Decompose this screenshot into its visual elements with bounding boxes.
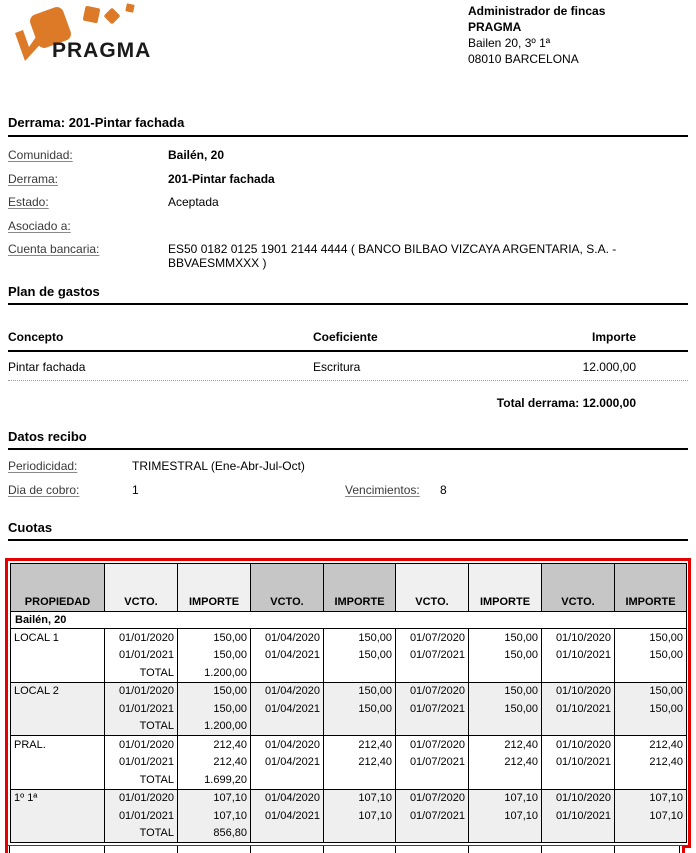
importe-cell: 212,40 — [469, 736, 542, 754]
cuotas-block — [11, 789, 687, 843]
vcto-cell — [396, 664, 469, 682]
vcto-cell: 01/07/2020 — [396, 629, 469, 647]
cuota-row — [11, 682, 687, 700]
pragma-logo — [10, 2, 172, 66]
importe-cell — [469, 718, 542, 736]
vcto-cell: 01/01/2021 — [105, 807, 178, 825]
vcto-cell: 01/01/2020 — [105, 629, 178, 647]
vcto-cell: 01/07/2021 — [396, 647, 469, 665]
importe-cell — [615, 718, 687, 736]
field-row-cuenta-bancaria — [8, 242, 688, 270]
dia-de-cobro-value: 1 — [132, 482, 139, 497]
estado-value: Aceptada — [168, 195, 219, 209]
cuotas-block — [11, 682, 687, 736]
vcto-cell: 01/10/2020 — [542, 629, 615, 647]
cuota-row — [11, 647, 687, 665]
estado-label: Estado: — [8, 195, 49, 209]
col-header-vcto-2: VCTO. — [251, 564, 324, 612]
vcto-cell: 01/04/2021 — [251, 647, 324, 665]
derrama-value: 201-Pintar fachada — [168, 171, 275, 186]
importe-cell: 107,10 — [178, 789, 251, 807]
vcto-cell: 01/10/2021 — [542, 807, 615, 825]
cuota-row — [11, 736, 687, 754]
vcto-cell: 01/04/2020 — [251, 682, 324, 700]
importe-cell: 107,10 — [615, 789, 687, 807]
importe-cell: 150,00 — [324, 629, 396, 647]
vcto-cell — [396, 718, 469, 736]
vcto-cell: 01/01/2021 — [105, 647, 178, 665]
importe-cell: 150,00 — [324, 647, 396, 665]
col-header-concepto: Concepto — [8, 330, 64, 344]
cuota-row — [11, 771, 687, 789]
vcto-cell: 01/01/2020 — [105, 736, 178, 754]
importe-cell — [324, 718, 396, 736]
importe-cell: 150,00 — [178, 629, 251, 647]
importe-cell — [324, 664, 396, 682]
importe-cell: 212,40 — [178, 736, 251, 754]
col-header-importe-1: IMPORTE — [178, 564, 251, 612]
importe-cell: 150,00 — [178, 682, 251, 700]
periodicidad-value: TRIMESTRAL (Ene-Abr-Jul-Oct) — [132, 459, 305, 473]
cuotas-table-frame — [5, 558, 691, 848]
col-header-importe: Importe — [591, 330, 636, 344]
address-line: Bailen 20, 3º 1ª — [468, 36, 551, 50]
col-header-importe-2: IMPORTE — [324, 564, 396, 612]
periodicidad-label: Periodicidad: — [8, 459, 78, 473]
vcto-cell: TOTAL — [105, 825, 178, 843]
importe-cell: 212,40 — [324, 736, 396, 754]
vcto-cell: 01/07/2020 — [396, 789, 469, 807]
address-line: 08010 BARCELONA — [468, 52, 579, 66]
vcto-cell — [251, 825, 324, 843]
importe-cell: 107,10 — [615, 807, 687, 825]
vcto-cell: 01/07/2020 — [396, 736, 469, 754]
property-cell — [11, 771, 105, 789]
page-title: Derrama: 201-Pintar fachada — [8, 115, 688, 137]
importe-cell: 150,00 — [615, 700, 687, 718]
gastos-table-row — [8, 352, 688, 381]
vcto-cell — [251, 771, 324, 789]
vcto-cell: 01/01/2020 — [105, 682, 178, 700]
importe-cell — [324, 825, 396, 843]
vencimientos-value: 8 — [440, 482, 447, 497]
property-cell: LOCAL 1 — [11, 629, 105, 647]
col-header-propiedad: PROPIEDAD — [11, 564, 105, 612]
cuota-row — [11, 825, 687, 843]
cuota-row — [11, 700, 687, 718]
col-header-vcto-3: VCTO. — [396, 564, 469, 612]
cuenta-bancaria-label: Cuenta bancaria: — [8, 242, 100, 256]
importe-cell: 212,40 — [469, 754, 542, 772]
vcto-cell: 01/04/2020 — [251, 629, 324, 647]
cuotas-table-head — [11, 564, 687, 612]
bic-line: BBVAESMMXXX ) — [168, 256, 267, 270]
col-header-vcto-4: VCTO. — [542, 564, 615, 612]
vcto-cell — [542, 664, 615, 682]
cuotas-heading: Cuotas — [8, 520, 688, 541]
importe-cell — [469, 664, 542, 682]
importe-cell: 856,80 — [178, 825, 251, 843]
vcto-cell — [396, 825, 469, 843]
cuotas-table — [10, 563, 687, 843]
importe-cell: 107,10 — [324, 789, 396, 807]
col-header-importe-3: IMPORTE — [469, 564, 542, 612]
importe-cell: 150,00 — [178, 647, 251, 665]
community-group-label: Bailén, 20 — [11, 612, 687, 629]
col-header-coeficiente: Coeficiente — [313, 330, 378, 344]
address-line: Administrador de fincas — [468, 4, 606, 18]
field-row-asociado — [8, 219, 688, 243]
importe-cell: 107,10 — [324, 807, 396, 825]
plan-de-gastos-heading: Plan de gastos — [8, 284, 688, 305]
vcto-cell: 01/01/2021 — [105, 700, 178, 718]
next-row-sliver — [5, 846, 685, 853]
field-row-periodicidad — [8, 459, 688, 483]
vcto-cell: 01/04/2020 — [251, 789, 324, 807]
property-cell: PRAL. — [11, 736, 105, 754]
cuotas-block — [11, 736, 687, 790]
vcto-cell: 01/04/2021 — [251, 807, 324, 825]
importe-cell: 150,00 — [469, 629, 542, 647]
vcto-cell — [251, 664, 324, 682]
vcto-cell — [542, 771, 615, 789]
col-header-importe-4: IMPORTE — [615, 564, 687, 612]
cuota-row — [11, 754, 687, 772]
community-group-row — [11, 612, 687, 629]
importe-cell: 150,00 — [615, 629, 687, 647]
property-cell — [11, 647, 105, 665]
vcto-cell — [396, 771, 469, 789]
cuota-row — [11, 807, 687, 825]
total-derrama-label: Total derrama: — [496, 396, 580, 410]
column-divider — [250, 846, 251, 853]
importe-cell: 150,00 — [469, 647, 542, 665]
vcto-cell: 01/04/2021 — [251, 754, 324, 772]
column-divider — [9, 846, 10, 853]
vcto-cell: TOTAL — [105, 664, 178, 682]
vcto-cell — [542, 718, 615, 736]
column-divider — [395, 846, 396, 853]
coeficiente-cell: Escritura — [313, 360, 361, 374]
field-row-derrama — [8, 172, 688, 196]
property-cell — [11, 825, 105, 843]
iban-line: ES50 0182 0125 1901 2144 4444 ( BANCO BILBAO VIZCAYA ARGENTARIA, S.A. - — [168, 242, 617, 256]
importe-cell: 212,40 — [615, 754, 687, 772]
importe-cell: 12.000,00 — [582, 360, 636, 374]
importe-cell — [615, 825, 687, 843]
vcto-cell: TOTAL — [105, 718, 178, 736]
field-row-comunidad — [8, 148, 688, 172]
importe-cell: 150,00 — [324, 682, 396, 700]
importe-cell: 107,10 — [178, 807, 251, 825]
asociado-label: Asociado a: — [8, 218, 71, 233]
vencimientos-label: Vencimientos: — [345, 482, 420, 497]
vcto-cell: 01/04/2020 — [251, 736, 324, 754]
col-header-vcto-1: VCTO. — [105, 564, 178, 612]
cuota-row — [11, 789, 687, 807]
importe-cell — [469, 771, 542, 789]
vcto-cell — [542, 825, 615, 843]
derrama-label: Derrama: — [8, 171, 59, 186]
total-derrama-line — [8, 396, 688, 410]
datos-recibo-heading: Datos recibo — [8, 429, 688, 450]
vcto-cell — [251, 718, 324, 736]
column-divider — [323, 846, 324, 853]
comunidad-value: Bailén, 20 — [168, 148, 225, 162]
property-cell: 1º 1ª — [11, 789, 105, 807]
importe-cell: 150,00 — [324, 700, 396, 718]
dia-de-cobro-label: Dia de cobro: — [8, 482, 80, 497]
property-cell — [11, 700, 105, 718]
total-derrama-value: 12.000,00 — [582, 396, 636, 410]
cuota-row — [11, 664, 687, 682]
importe-cell: 212,40 — [324, 754, 396, 772]
cuota-row — [11, 629, 687, 647]
vcto-cell: 01/07/2021 — [396, 807, 469, 825]
property-cell — [11, 718, 105, 736]
plan-de-gastos-section — [8, 284, 688, 410]
column-divider — [177, 846, 178, 853]
vcto-cell: 01/04/2021 — [251, 700, 324, 718]
importe-cell: 1.699,20 — [178, 771, 251, 789]
column-divider — [104, 846, 105, 853]
property-cell: LOCAL 2 — [11, 682, 105, 700]
property-cell — [11, 807, 105, 825]
property-cell — [11, 754, 105, 772]
column-divider — [468, 846, 469, 853]
vcto-cell: 01/10/2021 — [542, 754, 615, 772]
property-cell — [11, 664, 105, 682]
importe-cell: 150,00 — [469, 682, 542, 700]
datos-recibo-section — [8, 429, 688, 506]
logo-brand-text: PRAGMA — [52, 39, 152, 62]
column-divider — [679, 846, 680, 853]
importe-cell: 107,10 — [469, 807, 542, 825]
administrator-address-block — [468, 3, 605, 67]
gastos-table-header — [8, 330, 688, 352]
vcto-cell: TOTAL — [105, 771, 178, 789]
vcto-cell: 01/07/2021 — [396, 754, 469, 772]
cuenta-bancaria-value — [168, 242, 668, 270]
column-divider — [541, 846, 542, 853]
vcto-cell: 01/07/2020 — [396, 682, 469, 700]
importe-cell: 150,00 — [469, 700, 542, 718]
importe-cell — [615, 664, 687, 682]
vcto-cell: 01/10/2021 — [542, 647, 615, 665]
importe-cell — [469, 825, 542, 843]
vcto-cell: 01/10/2020 — [542, 789, 615, 807]
vcto-cell: 01/10/2021 — [542, 700, 615, 718]
importe-cell: 150,00 — [615, 647, 687, 665]
importe-cell: 107,10 — [469, 789, 542, 807]
vcto-cell: 01/01/2021 — [105, 754, 178, 772]
importe-cell: 150,00 — [615, 682, 687, 700]
column-divider — [614, 846, 615, 853]
derrama-details — [8, 148, 688, 270]
field-row-dia-cobro — [8, 483, 688, 507]
importe-cell: 212,40 — [178, 754, 251, 772]
vcto-cell: 01/10/2020 — [542, 682, 615, 700]
importe-cell — [615, 771, 687, 789]
importe-cell: 1.200,00 — [178, 664, 251, 682]
importe-cell: 150,00 — [178, 700, 251, 718]
importe-cell: 1.200,00 — [178, 718, 251, 736]
cuota-row — [11, 718, 687, 736]
importe-cell — [324, 771, 396, 789]
vcto-cell: 01/07/2021 — [396, 700, 469, 718]
cuotas-section — [8, 520, 688, 541]
importe-cell: 212,40 — [615, 736, 687, 754]
cuotas-block — [11, 629, 687, 683]
vcto-cell: 01/10/2020 — [542, 736, 615, 754]
address-line: PRAGMA — [468, 20, 522, 34]
comunidad-label: Comunidad: — [8, 148, 73, 162]
concepto-cell: Pintar fachada — [8, 360, 86, 374]
vcto-cell: 01/01/2020 — [105, 789, 178, 807]
field-row-estado — [8, 195, 688, 219]
